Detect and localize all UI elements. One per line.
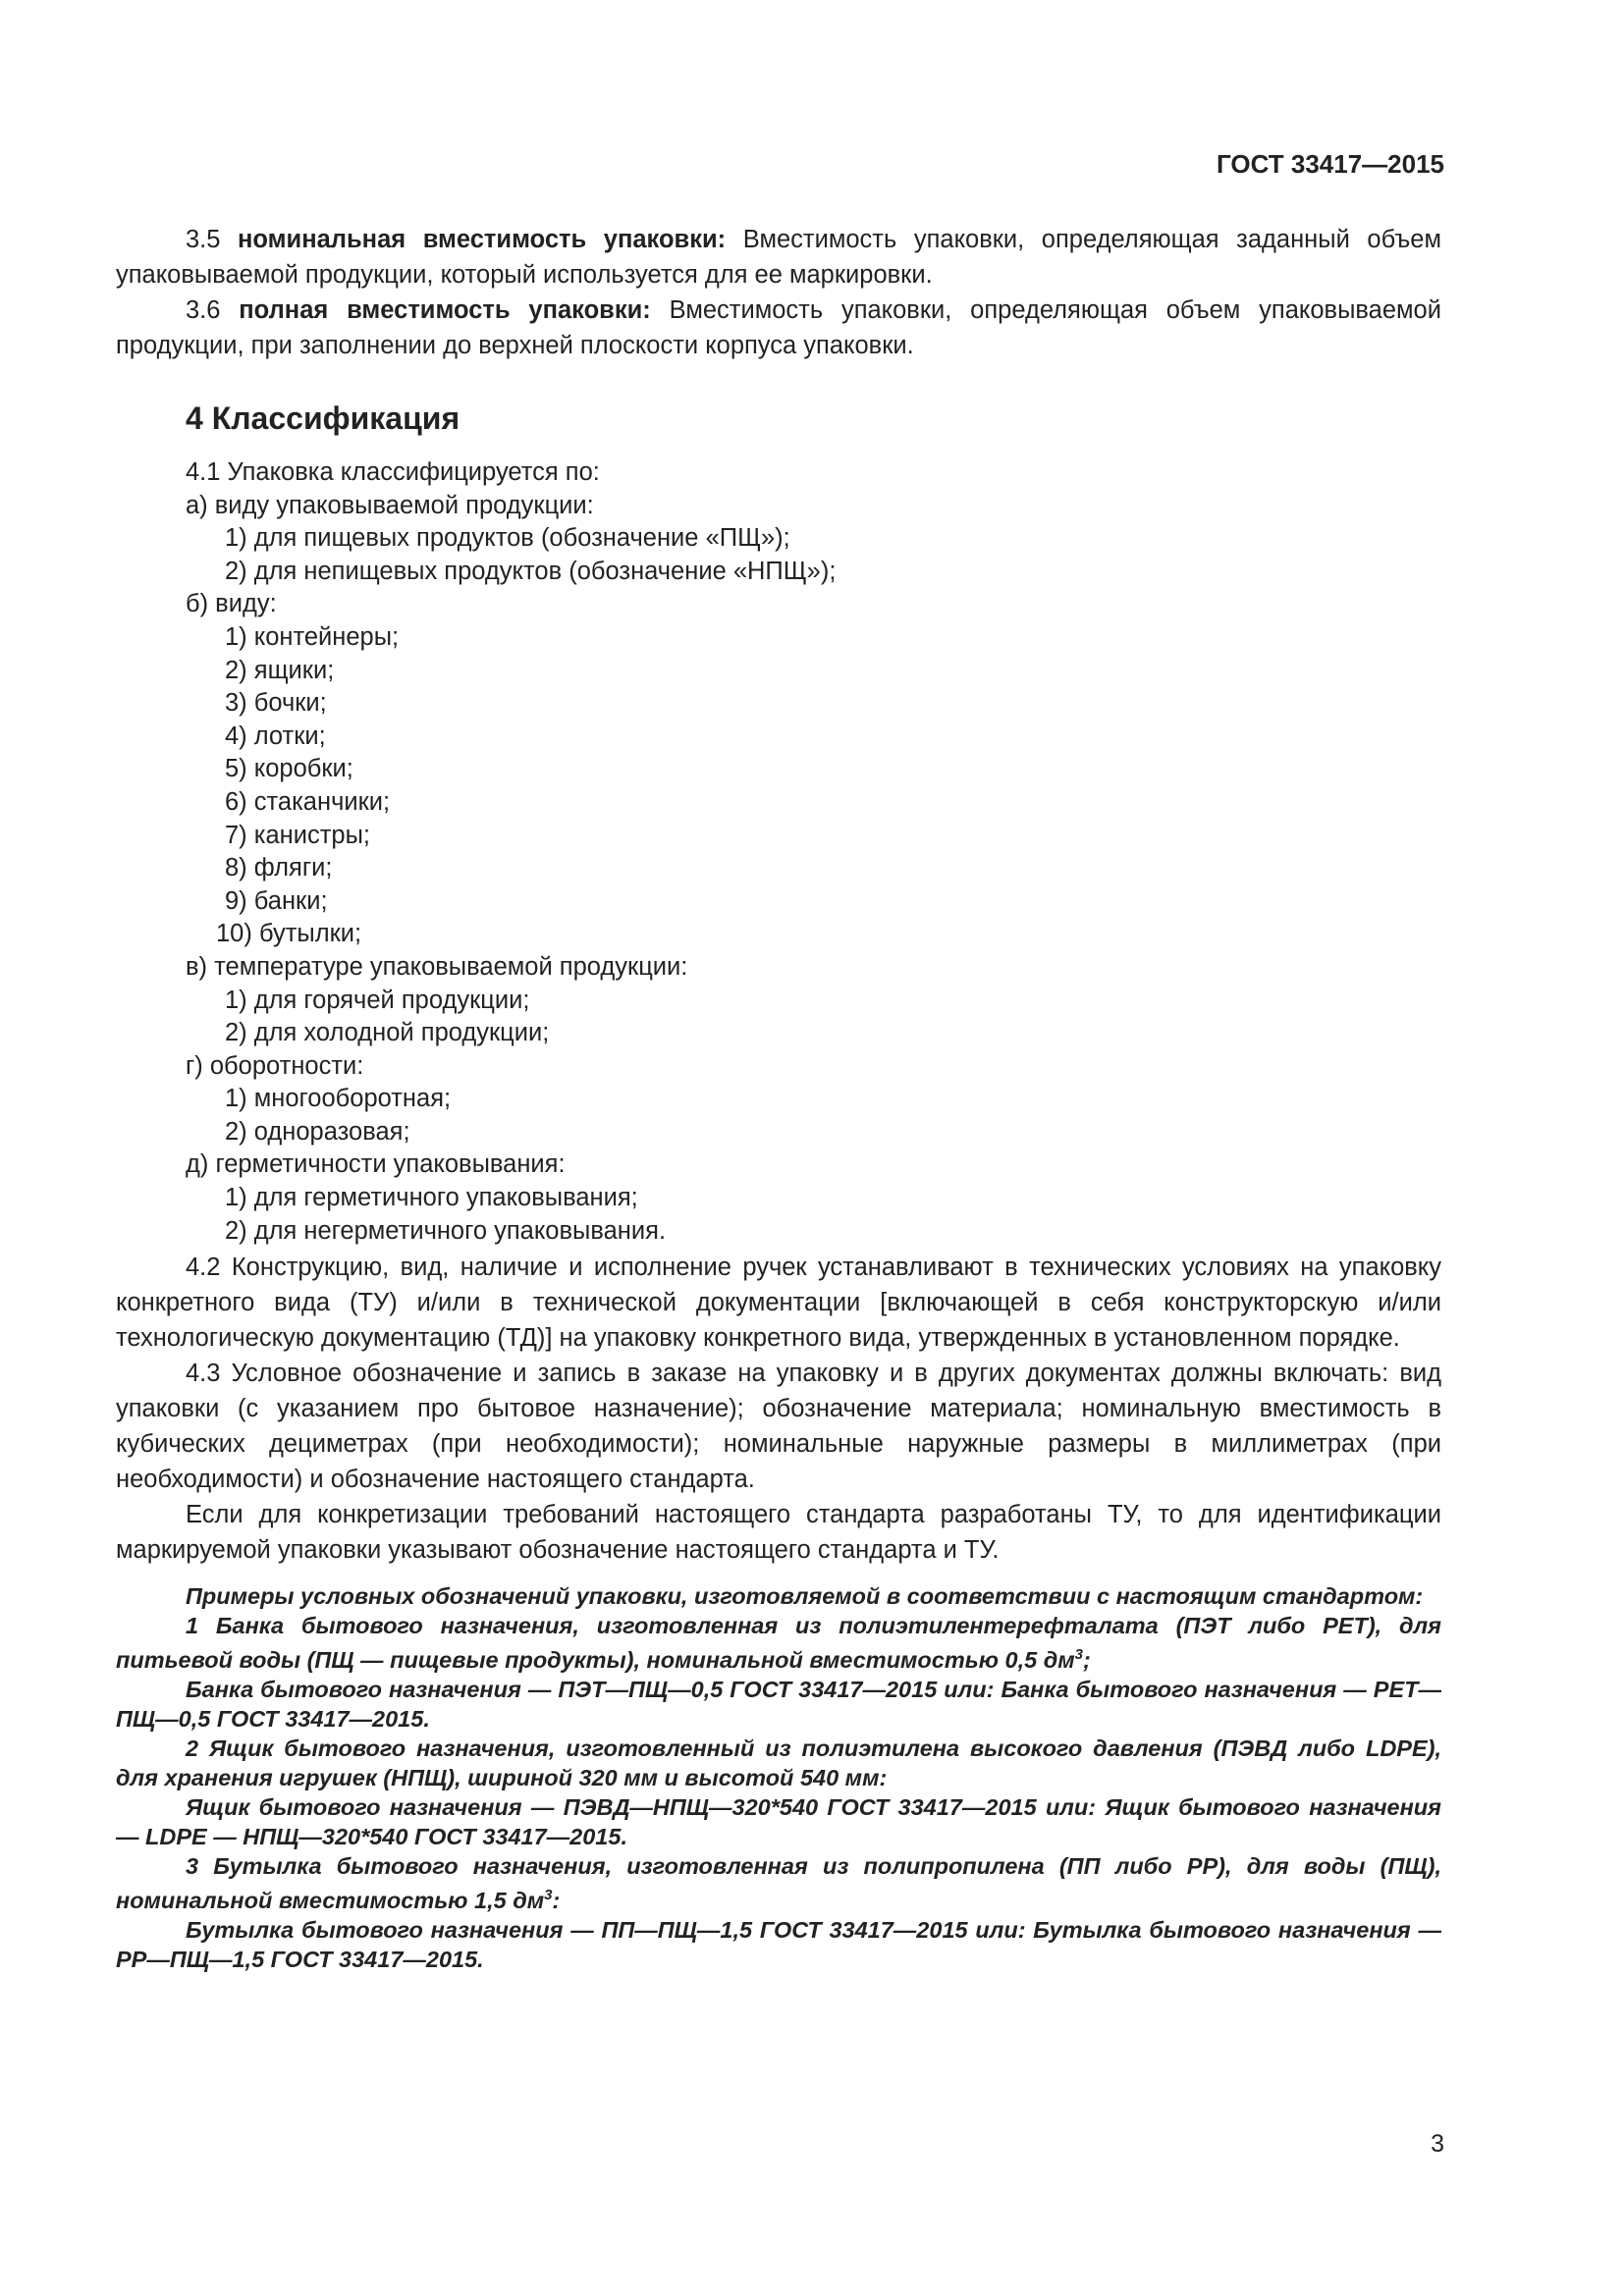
classification-group-label: г) оборотности: [186, 1051, 364, 1080]
classification-item: 10) бутылки; [216, 920, 362, 948]
classification-item: 9) банки; [225, 886, 328, 915]
page-number: 3 [1431, 2130, 1444, 2158]
paragraph-4-3: 4.3 Условное обозначение и запись в заказе на упаковку и в других документах должны включать: вид упаковки (с указанием про бытовое назначение); обозначение материала; номинальную вместимость в кубических дециметрах (при необходимости); номинальные наружные размеры в миллиметрах (при необходимости) и обозначение настоящего стандарта. [116, 1360, 1441, 1494]
examples-heading: Примеры условных обозначений упаковки, изготовляемой в соответствии с настоящим стандартом: [186, 1583, 1424, 1610]
classification-item: 2) для холодной продукции; [225, 1019, 550, 1047]
def-term: полная вместимость упаковки: [239, 296, 651, 324]
example-3-code: Бутылка бытового назначения — ПП—ПЩ—1,5 ГОСТ 33417—2015 или: Бутылка бытового назначения — PP—ПЩ—1,5 ГОСТ 33417—2015. [116, 1916, 1441, 1972]
classification-group-label: д) герметичности упаковывания: [186, 1150, 566, 1179]
document-header: ГОСТ 33417—2015 [1217, 149, 1444, 179]
classification-item: 1) для горячей продукции; [225, 986, 530, 1014]
classification-item: 2) для непищевых продуктов (обозначение «НПЩ»); [225, 557, 837, 585]
paragraph-tu: Если для конкретизации требований настоящего стандарта разработаны ТУ, то для идентификации маркируемой упаковки указывают обозначение настоящего стандарта и ТУ. [116, 1501, 1441, 1565]
example-1-description: 1 Банка бытового назначения, изготовленная из полиэтилентерефталата (ПЭТ либо PET), для питьевой воды (ПЩ — пищевые продукты), номинальной вместимостью 0,5 $дм^3$; [116, 1613, 1441, 1674]
classification-item: 7) канистры; [225, 821, 371, 849]
classification-item: 4) лотки; [225, 721, 326, 750]
definition-3-5 [116, 222, 1441, 293]
classification-intro: 4.1 Упаковка классифицируется по: [186, 458, 600, 486]
classification-item: 1) многооборотная; [225, 1085, 452, 1113]
classification-item: 5) коробки; [225, 755, 353, 783]
example-2-code: Ящик бытового назначения — ПЭВД—НПЩ—320*540 ГОСТ 33417—2015 или: Ящик бытового назначения — LDPE — НПЩ—320*540 ГОСТ 33417—2015. [116, 1794, 1441, 1850]
section-title: 4 Классификация [186, 400, 460, 436]
classification-item: 1) для герметичного упаковывания; [225, 1184, 638, 1212]
classification-item: 8) фляги; [225, 854, 333, 882]
paragraph-4-2: 4.2 Конструкцию, вид, наличие и исполнение ручек устанавливают в технических условиях на упаковку конкретного вида (ТУ) и/или в технической документации [включающей в себя конструкторскую и/или технологическую документацию (ТД)] на упаковку конкретного вида, утвержденных в установленном порядке. [116, 1254, 1441, 1353]
examples-block [116, 1581, 1441, 1974]
example-2-description: 2 Ящик бытового назначения, изготовленный из полиэтилена высокого давления (ПЭВД либо LDPE), для хранения игрушек (НПЩ), шириной 320 мм и высотой 540 мм: [116, 1735, 1441, 1791]
classification-group-label: в) температуре упаковываемой продукции: [186, 952, 688, 981]
document-body [116, 222, 1441, 1974]
def-text: Вместимость упаковки, определяющая объем упаковываемой продукции, при заполнении до верхней плоскости корпуса упаковки. [116, 296, 1441, 359]
definition-3-6 [116, 293, 1441, 363]
def-term: номинальная вместимость упаковки: [238, 226, 727, 253]
classification-item: 2) для негерметичного упаковывания. [225, 1216, 667, 1245]
classification-item: 1) для пищевых продуктов (обозначение «ПЩ»); [225, 524, 790, 553]
classification-item: 6) стаканчики; [225, 787, 391, 816]
def-number: 3.6 [186, 296, 221, 324]
def-number: 3.5 [186, 226, 221, 253]
classification-list [116, 456, 1441, 1248]
classification-group-label: б) виду: [186, 590, 277, 618]
def-text: Вместимость упаковки, определяющая заданный объем упаковываемой продукции, который используется для ее маркировки. [116, 226, 1441, 289]
classification-item: 3) бочки; [225, 689, 327, 718]
example-3-description: 3 Бутылка бытового назначения, изготовленная из полипропилена (ПП либо PP), для воды (ПЩ), номинальной вместимостью 1,5 $дм^3$: [116, 1853, 1441, 1913]
classification-item: 2) ящики; [225, 656, 335, 684]
example-1-code: Банка бытового назначения — ПЭТ—ПЩ—0,5 ГОСТ 33417—2015 или: Банка бытового назначения — PET—ПЩ—0,5 ГОСТ 33417—2015. [116, 1677, 1441, 1733]
classification-item: 1) контейнеры; [225, 622, 400, 651]
classification-item: 2) одноразовая; [225, 1117, 410, 1146]
classification-group-label: а) виду упаковываемой продукции: [186, 491, 594, 519]
